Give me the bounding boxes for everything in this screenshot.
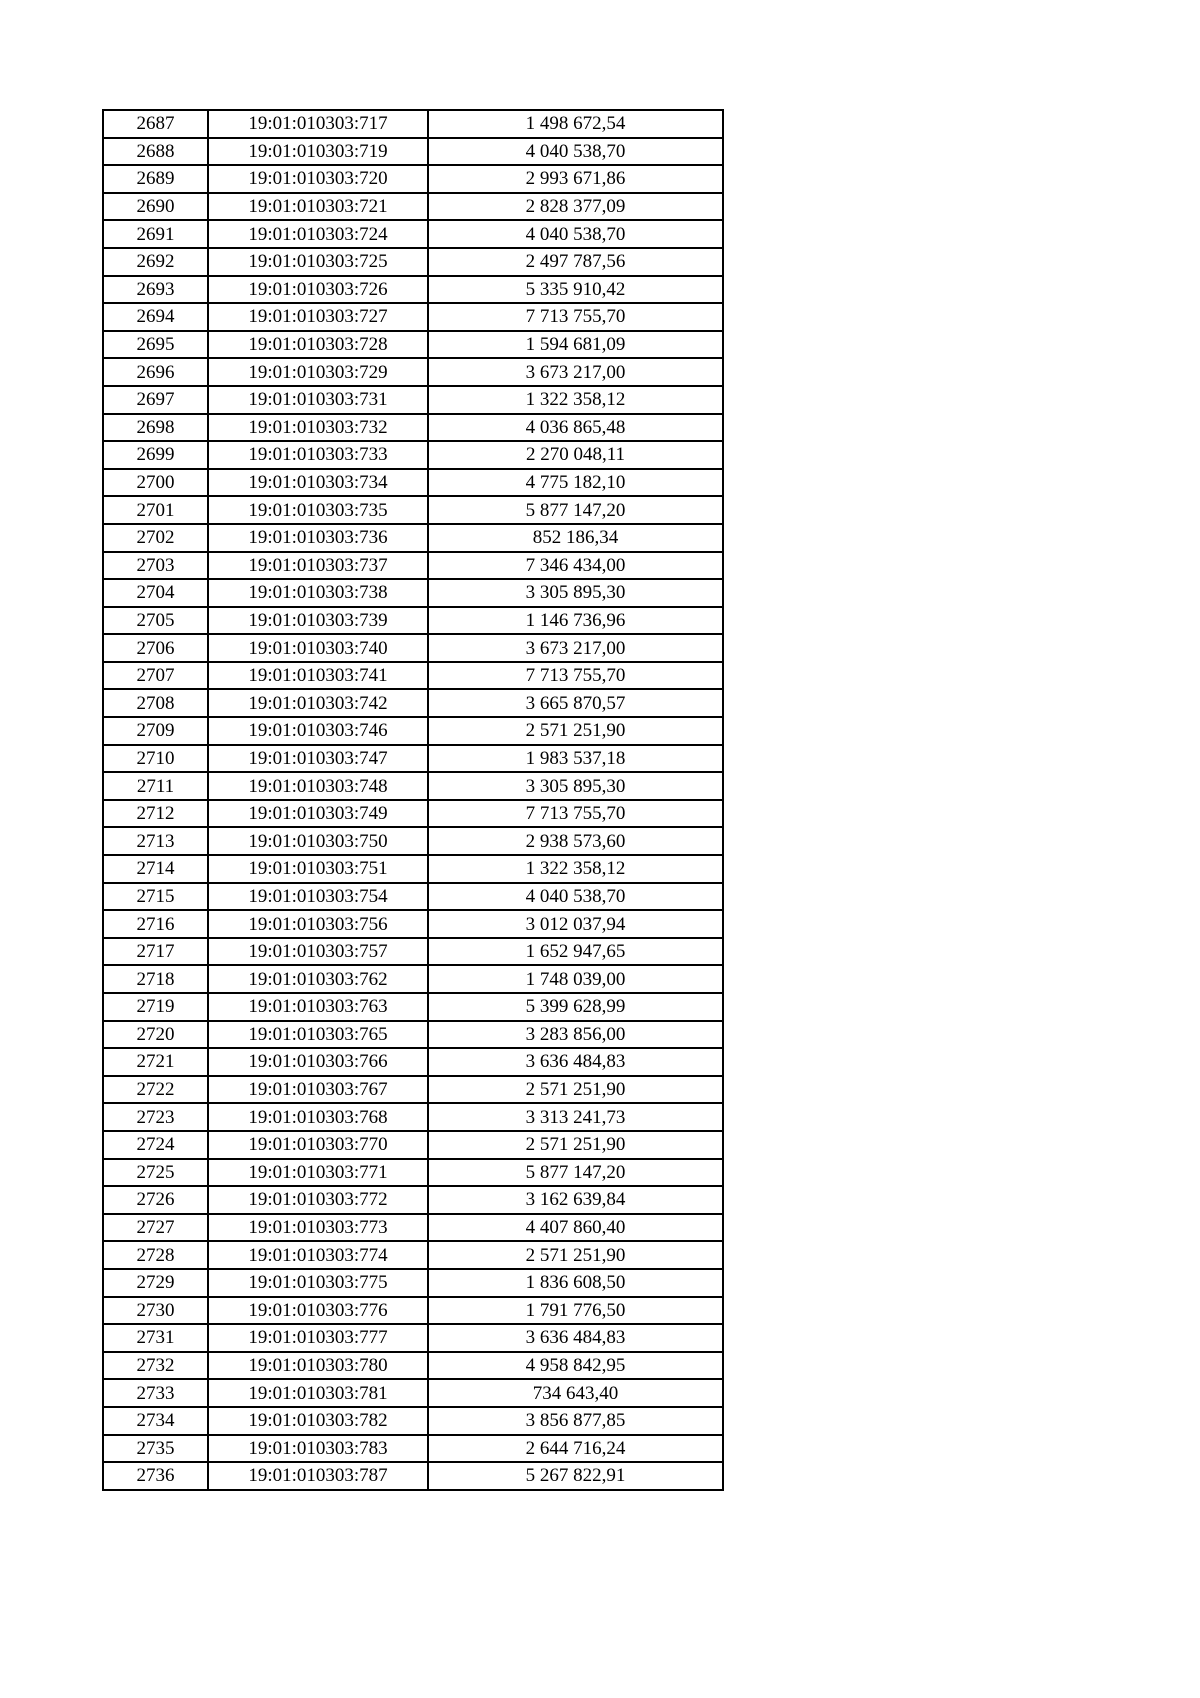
cadastral-value-cell: 2 644 716,24 bbox=[428, 1435, 723, 1463]
cadastral-value-cell: 1 652 947,65 bbox=[428, 938, 723, 966]
table-row bbox=[103, 524, 723, 552]
cadastral-number-cell: 19:01:010303:776 bbox=[208, 1297, 428, 1325]
cadastral-value-cell: 1 836 608,50 bbox=[428, 1269, 723, 1297]
cadastral-value-cell: 852 186,34 bbox=[428, 524, 723, 552]
row-number-cell: 2708 bbox=[103, 689, 208, 717]
cadastral-value-cell: 4 040 538,70 bbox=[428, 883, 723, 911]
cadastral-number-cell: 19:01:010303:767 bbox=[208, 1076, 428, 1104]
table-row bbox=[103, 1462, 723, 1490]
table-body bbox=[103, 110, 723, 1490]
cadastral-value-cell: 3 673 217,00 bbox=[428, 358, 723, 386]
cadastral-value-cell: 3 313 241,73 bbox=[428, 1103, 723, 1131]
row-number-cell: 2721 bbox=[103, 1048, 208, 1076]
cadastral-value-cell: 3 012 037,94 bbox=[428, 910, 723, 938]
cadastral-number-cell: 19:01:010303:751 bbox=[208, 855, 428, 883]
row-number-cell: 2720 bbox=[103, 1021, 208, 1049]
table-row bbox=[103, 386, 723, 414]
table-row bbox=[103, 827, 723, 855]
table-row bbox=[103, 1352, 723, 1380]
table-row bbox=[103, 414, 723, 442]
row-number-cell: 2696 bbox=[103, 358, 208, 386]
cadastral-number-cell: 19:01:010303:717 bbox=[208, 110, 428, 138]
cadastral-number-cell: 19:01:010303:726 bbox=[208, 276, 428, 304]
cadastral-number-cell: 19:01:010303:746 bbox=[208, 717, 428, 745]
cadastral-value-cell: 5 877 147,20 bbox=[428, 496, 723, 524]
row-number-cell: 2705 bbox=[103, 607, 208, 635]
table-row bbox=[103, 1407, 723, 1435]
table-row bbox=[103, 110, 723, 138]
cadastral-number-cell: 19:01:010303:720 bbox=[208, 165, 428, 193]
table-row bbox=[103, 1324, 723, 1352]
row-number-cell: 2712 bbox=[103, 800, 208, 828]
cadastral-number-cell: 19:01:010303:774 bbox=[208, 1241, 428, 1269]
row-number-cell: 2707 bbox=[103, 662, 208, 690]
row-number-cell: 2710 bbox=[103, 745, 208, 773]
cadastral-value-cell: 5 877 147,20 bbox=[428, 1159, 723, 1187]
cadastral-value-cell: 1 322 358,12 bbox=[428, 386, 723, 414]
cadastral-value-cell: 2 938 573,60 bbox=[428, 827, 723, 855]
table-row bbox=[103, 276, 723, 304]
table-row bbox=[103, 689, 723, 717]
table-row bbox=[103, 469, 723, 497]
row-number-cell: 2718 bbox=[103, 965, 208, 993]
cadastral-number-cell: 19:01:010303:771 bbox=[208, 1159, 428, 1187]
row-number-cell: 2690 bbox=[103, 193, 208, 221]
row-number-cell: 2701 bbox=[103, 496, 208, 524]
cadastral-number-cell: 19:01:010303:732 bbox=[208, 414, 428, 442]
table-row bbox=[103, 138, 723, 166]
row-number-cell: 2724 bbox=[103, 1131, 208, 1159]
row-number-cell: 2691 bbox=[103, 220, 208, 248]
table-row bbox=[103, 331, 723, 359]
table-row bbox=[103, 800, 723, 828]
row-number-cell: 2731 bbox=[103, 1324, 208, 1352]
cadastral-number-cell: 19:01:010303:777 bbox=[208, 1324, 428, 1352]
cadastral-value-cell: 2 571 251,90 bbox=[428, 1076, 723, 1104]
cadastral-number-cell: 19:01:010303:780 bbox=[208, 1352, 428, 1380]
cadastral-value-cell: 7 346 434,00 bbox=[428, 552, 723, 580]
row-number-cell: 2716 bbox=[103, 910, 208, 938]
cadastral-number-cell: 19:01:010303:757 bbox=[208, 938, 428, 966]
cadastral-value-table bbox=[102, 109, 724, 1491]
table-row bbox=[103, 745, 723, 773]
row-number-cell: 2687 bbox=[103, 110, 208, 138]
table-row bbox=[103, 248, 723, 276]
cadastral-number-cell: 19:01:010303:766 bbox=[208, 1048, 428, 1076]
row-number-cell: 2694 bbox=[103, 303, 208, 331]
row-number-cell: 2717 bbox=[103, 938, 208, 966]
cadastral-value-cell: 3 856 877,85 bbox=[428, 1407, 723, 1435]
row-number-cell: 2702 bbox=[103, 524, 208, 552]
cadastral-value-cell: 2 571 251,90 bbox=[428, 1241, 723, 1269]
table-row bbox=[103, 1214, 723, 1242]
cadastral-number-cell: 19:01:010303:762 bbox=[208, 965, 428, 993]
table-row bbox=[103, 220, 723, 248]
row-number-cell: 2735 bbox=[103, 1435, 208, 1463]
table-row bbox=[103, 579, 723, 607]
row-number-cell: 2711 bbox=[103, 772, 208, 800]
cadastral-value-cell: 734 643,40 bbox=[428, 1379, 723, 1407]
row-number-cell: 2726 bbox=[103, 1186, 208, 1214]
row-number-cell: 2706 bbox=[103, 634, 208, 662]
cadastral-number-cell: 19:01:010303:721 bbox=[208, 193, 428, 221]
row-number-cell: 2729 bbox=[103, 1269, 208, 1297]
cadastral-number-cell: 19:01:010303:719 bbox=[208, 138, 428, 166]
cadastral-value-cell: 1 594 681,09 bbox=[428, 331, 723, 359]
row-number-cell: 2703 bbox=[103, 552, 208, 580]
table-row bbox=[103, 1297, 723, 1325]
cadastral-number-cell: 19:01:010303:740 bbox=[208, 634, 428, 662]
cadastral-number-cell: 19:01:010303:728 bbox=[208, 331, 428, 359]
cadastral-value-cell: 7 713 755,70 bbox=[428, 303, 723, 331]
table-row bbox=[103, 1103, 723, 1131]
table-row bbox=[103, 1048, 723, 1076]
cadastral-value-cell: 4 958 842,95 bbox=[428, 1352, 723, 1380]
table-row bbox=[103, 193, 723, 221]
cadastral-value-cell: 1 498 672,54 bbox=[428, 110, 723, 138]
table-row bbox=[103, 1186, 723, 1214]
table-row bbox=[103, 1131, 723, 1159]
cadastral-value-cell: 3 636 484,83 bbox=[428, 1048, 723, 1076]
table-row bbox=[103, 717, 723, 745]
cadastral-value-cell: 2 571 251,90 bbox=[428, 717, 723, 745]
table-row bbox=[103, 552, 723, 580]
row-number-cell: 2715 bbox=[103, 883, 208, 911]
table-row bbox=[103, 910, 723, 938]
cadastral-number-cell: 19:01:010303:765 bbox=[208, 1021, 428, 1049]
row-number-cell: 2727 bbox=[103, 1214, 208, 1242]
row-number-cell: 2695 bbox=[103, 331, 208, 359]
cadastral-number-cell: 19:01:010303:739 bbox=[208, 607, 428, 635]
cadastral-number-cell: 19:01:010303:747 bbox=[208, 745, 428, 773]
cadastral-value-cell: 5 399 628,99 bbox=[428, 993, 723, 1021]
cadastral-number-cell: 19:01:010303:770 bbox=[208, 1131, 428, 1159]
row-number-cell: 2709 bbox=[103, 717, 208, 745]
cadastral-number-cell: 19:01:010303:783 bbox=[208, 1435, 428, 1463]
cadastral-number-cell: 19:01:010303:734 bbox=[208, 469, 428, 497]
cadastral-number-cell: 19:01:010303:725 bbox=[208, 248, 428, 276]
row-number-cell: 2736 bbox=[103, 1462, 208, 1490]
row-number-cell: 2713 bbox=[103, 827, 208, 855]
table-row bbox=[103, 662, 723, 690]
row-number-cell: 2723 bbox=[103, 1103, 208, 1131]
cadastral-number-cell: 19:01:010303:763 bbox=[208, 993, 428, 1021]
cadastral-number-cell: 19:01:010303:748 bbox=[208, 772, 428, 800]
cadastral-number-cell: 19:01:010303:729 bbox=[208, 358, 428, 386]
cadastral-number-cell: 19:01:010303:750 bbox=[208, 827, 428, 855]
table-row bbox=[103, 1379, 723, 1407]
cadastral-value-cell: 1 748 039,00 bbox=[428, 965, 723, 993]
cadastral-value-cell: 2 993 671,86 bbox=[428, 165, 723, 193]
cadastral-number-cell: 19:01:010303:749 bbox=[208, 800, 428, 828]
table-row bbox=[103, 496, 723, 524]
cadastral-number-cell: 19:01:010303:741 bbox=[208, 662, 428, 690]
cadastral-value-cell: 5 335 910,42 bbox=[428, 276, 723, 304]
row-number-cell: 2734 bbox=[103, 1407, 208, 1435]
cadastral-number-cell: 19:01:010303:735 bbox=[208, 496, 428, 524]
table-row bbox=[103, 358, 723, 386]
cadastral-number-cell: 19:01:010303:781 bbox=[208, 1379, 428, 1407]
cadastral-value-cell: 1 146 736,96 bbox=[428, 607, 723, 635]
cadastral-number-cell: 19:01:010303:768 bbox=[208, 1103, 428, 1131]
row-number-cell: 2699 bbox=[103, 441, 208, 469]
row-number-cell: 2732 bbox=[103, 1352, 208, 1380]
row-number-cell: 2700 bbox=[103, 469, 208, 497]
table-row bbox=[103, 607, 723, 635]
cadastral-number-cell: 19:01:010303:733 bbox=[208, 441, 428, 469]
row-number-cell: 2693 bbox=[103, 276, 208, 304]
cadastral-value-cell: 2 571 251,90 bbox=[428, 1131, 723, 1159]
table-row bbox=[103, 1076, 723, 1104]
cadastral-value-cell: 5 267 822,91 bbox=[428, 1462, 723, 1490]
cadastral-number-cell: 19:01:010303:742 bbox=[208, 689, 428, 717]
table-row bbox=[103, 1269, 723, 1297]
cadastral-value-cell: 3 305 895,30 bbox=[428, 579, 723, 607]
table-row bbox=[103, 772, 723, 800]
table-row bbox=[103, 883, 723, 911]
cadastral-number-cell: 19:01:010303:756 bbox=[208, 910, 428, 938]
row-number-cell: 2689 bbox=[103, 165, 208, 193]
cadastral-number-cell: 19:01:010303:737 bbox=[208, 552, 428, 580]
row-number-cell: 2692 bbox=[103, 248, 208, 276]
cadastral-value-cell: 7 713 755,70 bbox=[428, 800, 723, 828]
cadastral-value-cell: 2 270 048,11 bbox=[428, 441, 723, 469]
cadastral-number-cell: 19:01:010303:731 bbox=[208, 386, 428, 414]
cadastral-value-cell: 7 713 755,70 bbox=[428, 662, 723, 690]
cadastral-value-cell: 4 040 538,70 bbox=[428, 138, 723, 166]
row-number-cell: 2688 bbox=[103, 138, 208, 166]
row-number-cell: 2725 bbox=[103, 1159, 208, 1187]
table-row bbox=[103, 1159, 723, 1187]
cadastral-value-cell: 3 305 895,30 bbox=[428, 772, 723, 800]
cadastral-number-cell: 19:01:010303:754 bbox=[208, 883, 428, 911]
table-row bbox=[103, 441, 723, 469]
table-row bbox=[103, 303, 723, 331]
table-row bbox=[103, 965, 723, 993]
cadastral-value-cell: 2 828 377,09 bbox=[428, 193, 723, 221]
table-row bbox=[103, 1021, 723, 1049]
cadastral-value-cell: 3 636 484,83 bbox=[428, 1324, 723, 1352]
cadastral-number-cell: 19:01:010303:736 bbox=[208, 524, 428, 552]
table-row bbox=[103, 993, 723, 1021]
cadastral-value-cell: 2 497 787,56 bbox=[428, 248, 723, 276]
row-number-cell: 2719 bbox=[103, 993, 208, 1021]
row-number-cell: 2733 bbox=[103, 1379, 208, 1407]
row-number-cell: 2698 bbox=[103, 414, 208, 442]
cadastral-number-cell: 19:01:010303:775 bbox=[208, 1269, 428, 1297]
row-number-cell: 2728 bbox=[103, 1241, 208, 1269]
cadastral-value-cell: 1 983 537,18 bbox=[428, 745, 723, 773]
cadastral-number-cell: 19:01:010303:727 bbox=[208, 303, 428, 331]
row-number-cell: 2730 bbox=[103, 1297, 208, 1325]
cadastral-value-cell: 4 775 182,10 bbox=[428, 469, 723, 497]
cadastral-value-cell: 1 322 358,12 bbox=[428, 855, 723, 883]
cadastral-number-cell: 19:01:010303:738 bbox=[208, 579, 428, 607]
cadastral-value-cell: 4 036 865,48 bbox=[428, 414, 723, 442]
row-number-cell: 2697 bbox=[103, 386, 208, 414]
cadastral-value-cell: 3 162 639,84 bbox=[428, 1186, 723, 1214]
cadastral-value-cell: 3 665 870,57 bbox=[428, 689, 723, 717]
cadastral-value-cell: 1 791 776,50 bbox=[428, 1297, 723, 1325]
table-row bbox=[103, 165, 723, 193]
cadastral-value-cell: 3 673 217,00 bbox=[428, 634, 723, 662]
cadastral-value-cell: 4 040 538,70 bbox=[428, 220, 723, 248]
cadastral-number-cell: 19:01:010303:787 bbox=[208, 1462, 428, 1490]
table-row bbox=[103, 1435, 723, 1463]
cadastral-number-cell: 19:01:010303:772 bbox=[208, 1186, 428, 1214]
row-number-cell: 2714 bbox=[103, 855, 208, 883]
table-row bbox=[103, 634, 723, 662]
table-row bbox=[103, 855, 723, 883]
cadastral-value-cell: 3 283 856,00 bbox=[428, 1021, 723, 1049]
cadastral-number-cell: 19:01:010303:724 bbox=[208, 220, 428, 248]
cadastral-number-cell: 19:01:010303:782 bbox=[208, 1407, 428, 1435]
cadastral-number-cell: 19:01:010303:773 bbox=[208, 1214, 428, 1242]
row-number-cell: 2704 bbox=[103, 579, 208, 607]
cadastral-value-cell: 4 407 860,40 bbox=[428, 1214, 723, 1242]
row-number-cell: 2722 bbox=[103, 1076, 208, 1104]
table-row bbox=[103, 1241, 723, 1269]
table-row bbox=[103, 938, 723, 966]
